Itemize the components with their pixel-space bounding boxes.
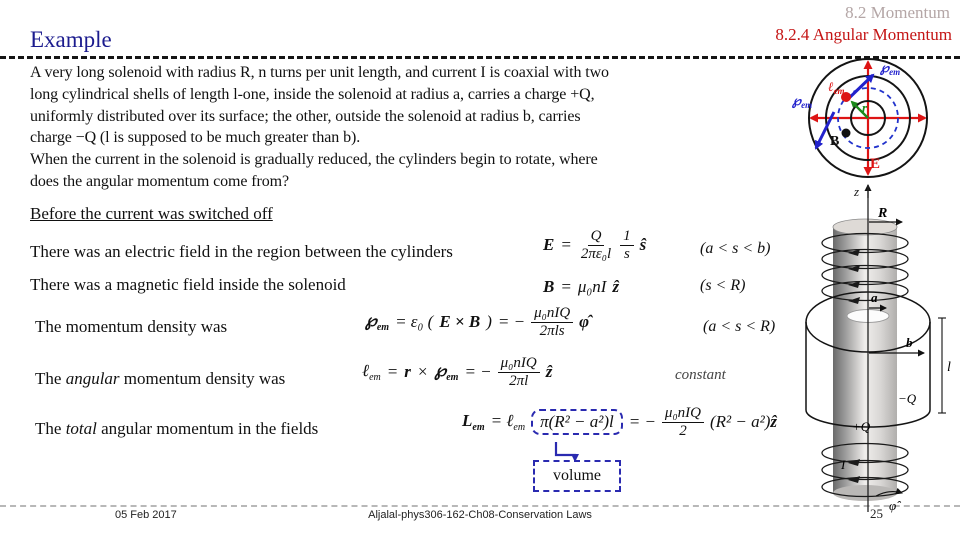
symbol-B: B [543,277,555,296]
angular-statement [35,369,285,389]
b-field-point [842,129,851,138]
radius-R-label: R [878,206,888,221]
physics-figures [790,55,960,515]
solenoid-cross-section-diagram [791,59,927,199]
equation-total-angular [462,405,777,440]
length-label: l [947,360,951,375]
equals: = [386,362,399,382]
solenoid-cylinder-diagram [806,185,951,513]
equals-minus: = − [628,412,656,432]
radius-b-label: b [906,335,913,350]
paren: ) [486,312,492,332]
text: The [35,369,66,388]
times: × [416,362,429,382]
problem-line: uniformly distributed over its surface; the other, outside the solenoid at radius b, carries [30,107,581,125]
equation-angular-density [362,355,552,390]
volume-connector-arrow [548,441,588,467]
symbol-L-em: $L_{em}$ [462,411,485,434]
r-label: r [862,100,868,115]
fraction: $\frac{\text{μ₀nIQ}}{\text{2πls}}$ [531,305,573,340]
footer-page-number: 25 [870,506,883,521]
equation-efield [543,228,646,263]
efield-statement: There was an electric field in the region between the cylinders [30,242,453,261]
bfield-statement: There was a magnetic field inside the solenoid [30,275,346,294]
unit-vector-z: ẑ [612,277,620,296]
section-label: 8.2 Momentum [845,3,950,22]
fraction: $\frac{Q}{\text{2πε₀l}}$ [580,228,612,262]
plus-q-label: +Q [852,419,871,434]
total-statement [35,419,318,439]
z-axis-label: z [854,184,860,199]
equation-momentum-density [365,305,589,340]
symbol-E: E [543,235,555,255]
footer-course: Aljalal-phys306-162-Ch08-Conservation Laws [368,509,592,521]
phi-label: φ̂ [889,498,897,513]
l-em-label: ℓ$_{em}$ [828,79,845,96]
emphasized-word: angular [65,369,120,388]
expression: (R² − a²)ẑ [710,412,777,432]
equation-bfield [543,277,619,297]
fraction: $\frac{\text{μ₀nIQ}}{2}$ [662,405,704,440]
constant-note: constant [675,367,726,383]
problem-line: long cylindrical shells of length l-one, inside the solenoid at radius a, carries a charge +Q, [30,85,595,103]
symbol-r: r [404,362,411,382]
unit-vector-phi: φ̂ [579,312,590,332]
section-heading: Before the current was switched off [30,204,273,223]
fraction: $\frac{1}{s}$ [620,228,634,263]
emphasized-word: total [65,419,97,438]
p-em-label: $℘_{em}$ [880,60,901,77]
problem-line: When the current in the solenoid is gradually reduced, the cylinders begin to rotate, where [30,151,598,169]
problem-line: A very long solenoid with radius R, n turns per unit length, and current I is coaxial with two [30,64,609,81]
problem-statement [30,62,609,193]
length-dimension [938,318,946,413]
footer-date: 05 Feb 2017 [115,509,177,521]
current-label: I [841,457,846,472]
text: The [35,419,66,438]
condition-bfield: (s < R) [700,277,746,294]
volume-callout: volume [533,460,621,492]
cross-product: E × B [439,312,481,332]
text: momentum density was [119,369,286,388]
volume-highlight-box: π(R² − a²)l [531,409,623,435]
equals: = [560,235,572,255]
symbol-l-em: ℓ$_{em}$ [362,361,381,384]
e-field-label: E [870,156,881,172]
condition-momentum: (a < s < R) [703,318,776,335]
p-em-label: $℘_{em}$ [792,93,813,110]
unit-vector-s: ŝ [639,235,647,255]
expression: μ₀nI [577,277,607,296]
b-field-label: B [830,134,840,149]
text: angular momentum in the fields [96,419,319,438]
equals-minus: = − [497,312,526,332]
problem-line: charge −Q (l is supposed to be much greater than b). [30,129,361,147]
problem-line: does the angular momentum come from? [30,172,289,190]
unit-vector-z: ẑ [545,362,553,382]
equals: = [560,277,572,296]
expression: = ε₀ ( [395,312,434,332]
fraction: $\frac{\text{μ₀nIQ}}{2\pi l}$ [498,355,540,390]
condition-efield: (a < s < b) [700,240,771,257]
symbol-p-em: $℘_{em}$ [365,311,390,334]
equals-minus: = − [464,362,492,382]
momentum-statement: The momentum density was [35,317,228,336]
minus-q-label: −Q [898,391,917,406]
subsection-label: 8.2.4 Angular Momentum [775,25,952,44]
equals-l-em: = ℓ$_{em}$ [490,411,526,434]
radius-a-label: a [871,290,878,305]
symbol-p-em: $℘_{em}$ [434,361,459,384]
page-title: Example [30,27,112,52]
